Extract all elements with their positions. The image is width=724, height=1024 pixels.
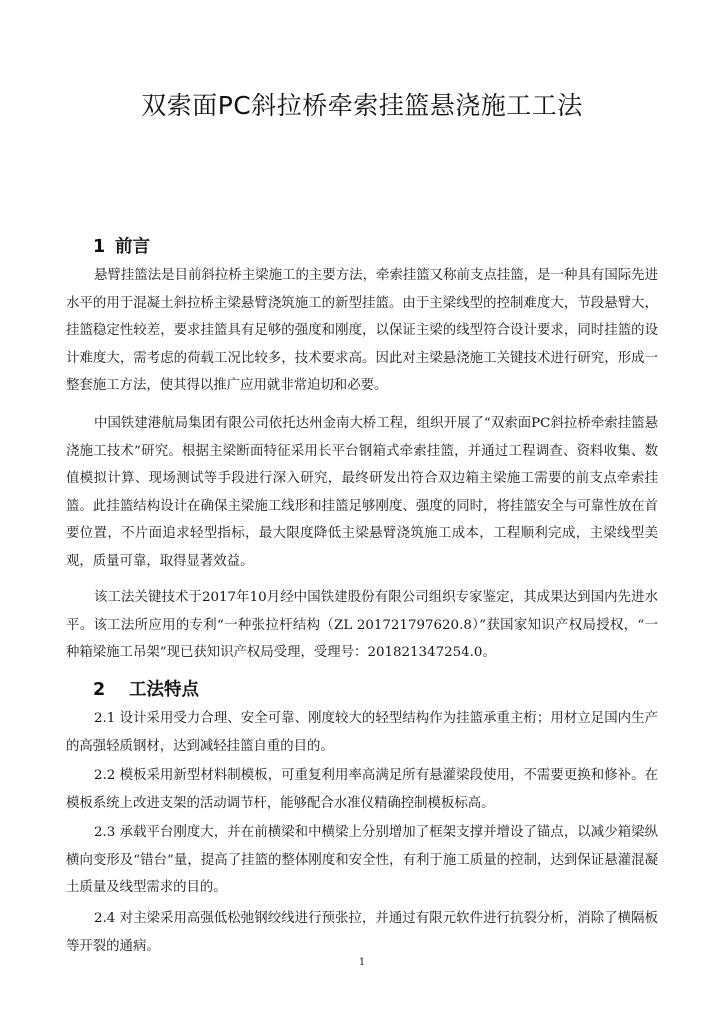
feature-item-2-2: 2.2 模板采用新型材料制模板，可重复利用率高满足所有悬灌梁段使用，不需要更换和修补。在模板系统上改进支架的活动调节杆，能够配合水准仪精确控制模板标高。: [66, 768, 658, 811]
section-heading-1: [93, 233, 150, 258]
body-paragraph: 中国铁建港航局集团有限公司依托达州金南大桥工程，组织开展了“双索面PC斜拉桥牵索挂篮悬浇施工技术”研究。根据主梁断面特征采用长平台钢箱式牵索挂篮，并通过工程调查、资料收集、数值模拟计算、现场测试等手段进行深入研究，最终研发出符合双边箱主梁施工需要的前支点牵索挂篮。此挂篮结构设计在确保主梁施工线形和挂篮足够刚度、强度的同时，将挂篮安全与可靠性放在首要位置，不片面追求轻型指标，最大限度降低主梁悬臂浇筑施工成本，工程顺利完成，主梁线型美观，质量可靠，取得显著效益。: [66, 416, 658, 569]
body-paragraph: 悬臂挂篮法是目前斜拉桥主梁施工的主要方法，牵索挂篮又称前支点挂篮，是一种具有国际先进水平的用于混凝土斜拉桥主梁悬臂浇筑施工的新型挂篮。由于主梁线型的控制难度大，节段悬臂大，挂篮稳定性较差，要求挂篮具有足够的强度和刚度，以保证主梁的线型符合设计要求，同时挂篮的设计难度大，需考虑的荷载工况比较多，技术要求高。因此对主梁悬浇施工关键技术进行研究，形成一整套施工方法，使其得以推广应用就非常迫切和必要。: [66, 268, 658, 394]
document-title: 双索面PC斜拉桥牵索挂篮悬浇施工工法: [141, 91, 583, 120]
section-title: 工法特点: [129, 680, 199, 700]
page-number: 1: [358, 957, 366, 968]
section-title: 前言: [115, 237, 150, 257]
section-number: 1: [93, 237, 106, 257]
section-number: 2: [93, 680, 106, 700]
feature-item-2-3: 2.3 承载平台刚度大，并在前横梁和中横梁上分别增加了框架支撑并增设了锚点，以减少箱梁纵横向变形及“错台”量，提高了挂篮的整体刚度和安全性，有利于施工质量的控制，达到保证悬灌混凝土质量及线型需求的目的。: [66, 825, 658, 896]
body-paragraph: 该工法关键技术于2017年10月经中国铁建股份有限公司组织专家鉴定，其成果达到国内先进水平。该工法所应用的专利“一种张拉杆结构（ZL 201721797620.8）”获国家知识产权局授权，“一种箱梁施工吊架”现已获知识产权局受理，受理号：201821347254.0。: [66, 590, 658, 661]
feature-item-2-4: 2.4 对主梁采用高强低松弛钢绞线进行预张拉，并通过有限元软件进行抗裂分析，消除了横隔板等开裂的通病。: [66, 911, 658, 954]
feature-item-2-1: 2.1 设计采用受力合理、安全可靠、刚度较大的轻型结构作为挂篮承重主桁；用材立足国内生产的高强轻质钢材，达到减轻挂篮自重的目的。: [66, 711, 658, 754]
section-heading-2: [93, 676, 199, 701]
